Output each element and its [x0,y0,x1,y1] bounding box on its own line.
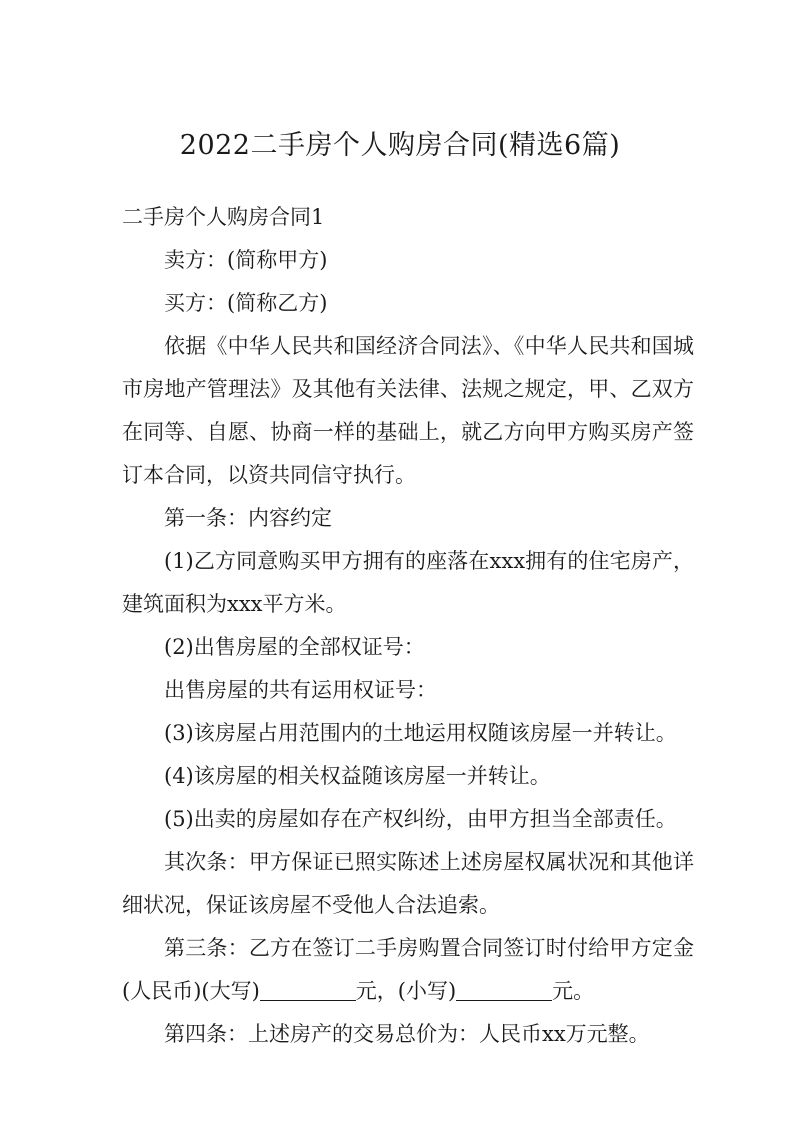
article-3-text-2: 元，(小写) [355,979,457,1003]
article-4-paragraph: 第四条：上述房产的交易总价为：人民币xx万元整。 [164,1022,650,1046]
preamble-paragraph: 依据《中华人民共和国经济合同法》、《中华人民共和国城市房地产管理法》及其他有关法律、法规之规定，甲、乙双方在同等、自愿、协商一样的基础上，就乙方向甲方购买房产签订本合同，以资共同信守执行。 [122,334,694,487]
buyer-line: 买方：(简称乙方) [164,291,328,315]
amount-uppercase-blank [260,980,356,1001]
amount-lowercase-blank [456,980,552,1001]
article-3-text-3: 元。 [552,979,595,1003]
clause-5: (5)出卖的房屋如存在产权纠纷，由甲方担当全部责任。 [164,807,677,831]
article-2-paragraph: 其次条：甲方保证已照实陈述上述房屋权属状况和其他详细状况，保证该房屋不受他人合法追索。 [122,850,694,917]
clause-2: (2)出售房屋的全部权证号： [164,635,425,659]
article-1-heading: 第一条：内容约定 [164,506,332,530]
seller-line: 卖方：(简称甲方) [164,248,328,272]
document-title: 2022二手房个人购房合同(精选6篇) [179,130,621,161]
section-heading: 二手房个人购房合同1 [122,205,325,229]
article-3-paragraph [122,927,694,1013]
clause-2b: 出售房屋的共有运用权证号： [164,678,437,702]
article-3-text-1: 第三条：乙方在签订二手房购置合同签订时付给甲方定金(人民币)(大写) [122,936,694,1003]
clause-3: (3)该房屋占用范围内的土地运用权随该房屋一并转让。 [164,721,677,745]
document-body [122,196,694,1056]
clause-4: (4)该房屋的相关权益随该房屋一并转让。 [164,764,551,788]
clause-1: (1)乙方同意购买甲方拥有的座落在xxx拥有的住宅房产，建筑面积为xxx平方米。 [122,549,694,616]
